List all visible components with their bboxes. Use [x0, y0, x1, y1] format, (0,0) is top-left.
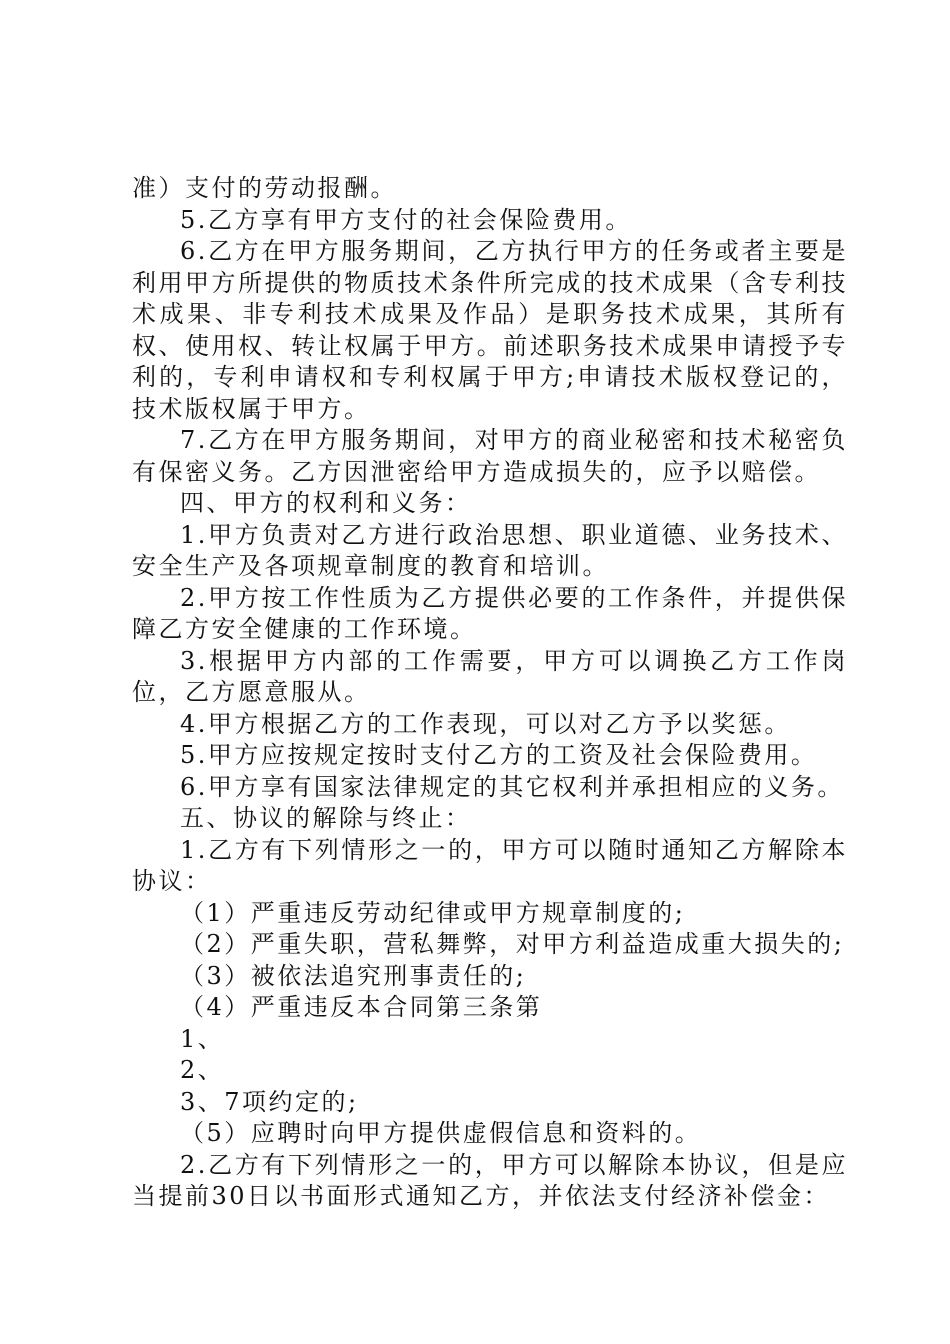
list-item-criminal-liability: （3）被依法追究刑事责任的;	[180, 961, 527, 990]
paragraph-a-item-2-work-conditions: 2.甲方按工作性质为乙方提供必要的工作条件，并提供保障乙方安全健康的工作环境。	[132, 583, 848, 643]
list-item-violation-discipline: （1）严重违反劳动纪律或甲方规章制度的;	[180, 898, 686, 927]
paragraph-a-item-3-job-transfer: 3.根据甲方内部的工作需要，甲方可以调换乙方工作岗位，乙方愿意服从。	[132, 646, 848, 706]
paragraph-a-item-6-other-rights: 6.甲方享有国家法律规定的其它权利并承担相应的义务。	[180, 772, 844, 801]
paragraph-continuation: 准）支付的劳动报酬。	[132, 174, 397, 202]
fragment-item-1: 1、	[180, 1024, 225, 1053]
fragment-item-2: 2、	[180, 1056, 225, 1084]
paragraph-a-item-5-wages: 5.甲方应按规定按时支付乙方的工资及社会保险费用。	[180, 741, 818, 769]
list-item-negligence: （2）严重失职，营私舞弊，对甲方利益造成重大损失的;	[180, 930, 845, 958]
paragraph-item-5-social-insurance: 5.乙方享有甲方支付的社会保险费用。	[180, 205, 632, 234]
paragraph-item-7-confidentiality: 7.乙方在甲方服务期间，对甲方的商业秘密和技术秘密负有保密义务。乙方因泄密给甲方造成损失的，应予以赔偿。	[132, 426, 848, 486]
paragraph-termination-item-1: 1.乙方有下列情形之一的，甲方可以随时通知乙方解除本协议：	[132, 835, 848, 895]
section-heading-termination: 五、协议的解除与终止：	[180, 804, 472, 832]
list-item-false-information: （5）应聘时向甲方提供虚假信息和资料的。	[180, 1119, 702, 1147]
section-heading-party-a-rights: 四、甲方的权利和义务：	[180, 489, 472, 517]
fragment-item-3-7: 3、7项约定的;	[180, 1087, 359, 1116]
document-body	[132, 173, 848, 1213]
paragraph-a-item-4-rewards: 4.甲方根据乙方的工作表现，可以对乙方予以奖惩。	[180, 709, 791, 738]
list-item-contract-violation: （4）严重违反本合同第三条第	[180, 993, 543, 1021]
paragraph-termination-item-2: 2.乙方有下列情形之一的，甲方可以解除本协议，但是应当提前30日以书面形式通知乙方，并依法支付经济补偿金：	[132, 1150, 848, 1210]
paragraph-item-6-technical-results: 6.乙方在甲方服务期间，乙方执行甲方的任务或者主要是利用甲方所提供的物质技术条件所完成的技术成果（含专利技术成果、非专利技术成果及作品）是职务技术成果，其所有权、使用权、转让权属于甲方。前述职务技术成果申请授予专利的，专利申请权和专利权属于甲方;申请技术版权登记的，技术版权属于甲方。	[132, 237, 848, 423]
paragraph-a-item-1-training: 1.甲方负责对乙方进行政治思想、职业道德、业务技术、安全生产及各项规章制度的教育和培训。	[132, 520, 848, 580]
